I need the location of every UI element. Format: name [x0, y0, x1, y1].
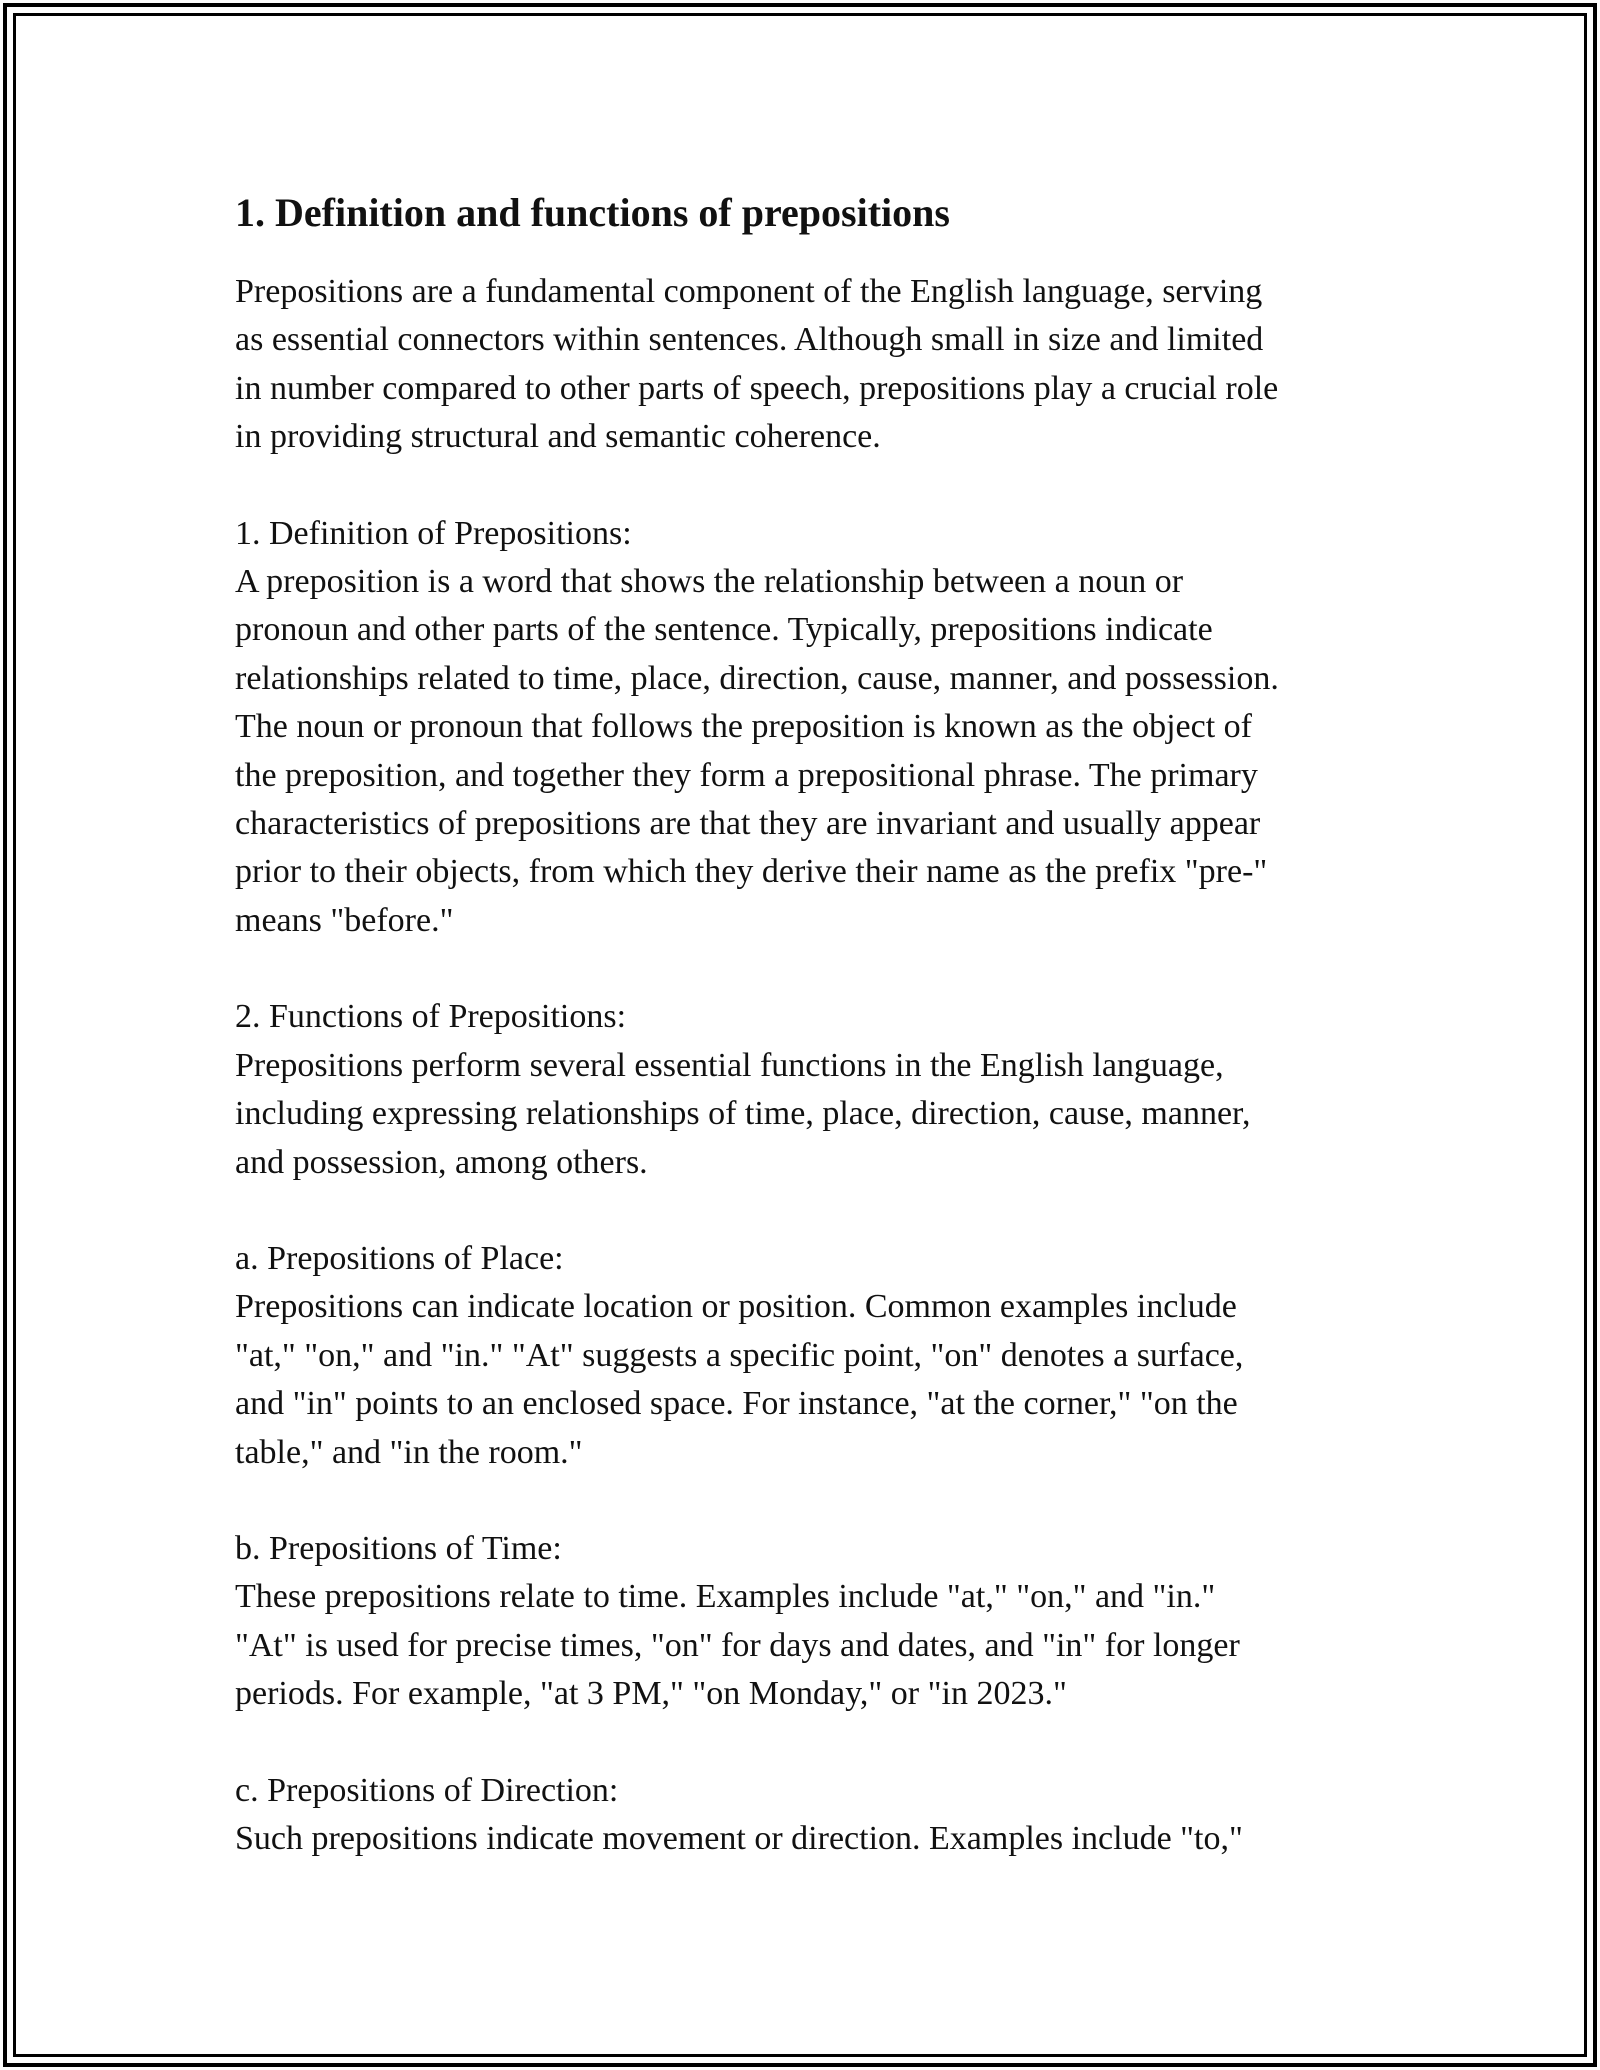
text-line: in providing structural and semantic coherence.: [235, 418, 881, 456]
text-line: The noun or pronoun that follows the preposition is known as the object of: [235, 708, 1252, 746]
document-title: 1. Definition and functions of prepositions: [235, 190, 950, 235]
paragraph-text: [235, 558, 1415, 945]
text-line: the preposition, and together they form a prepositional phrase. The primary: [235, 756, 1258, 794]
text-line: and possession, among others.: [235, 1143, 648, 1181]
text-line: Prepositions perform several essential functions in the English language,: [235, 1046, 1224, 1084]
section-heading: 1. Definition of Prepositions:: [235, 514, 632, 552]
text-line: "At" is used for precise times, "on" for days and dates, and "in" for longer: [235, 1626, 1240, 1664]
paragraph-text: [235, 1815, 1415, 1863]
section-heading: b. Prepositions of Time:: [235, 1529, 562, 1567]
text-line: A preposition is a word that shows the relationship between a noun or: [235, 563, 1184, 601]
text-line: characteristics of prepositions are that they are invariant and usually appear: [235, 805, 1261, 843]
section-heading: a. Prepositions of Place:: [235, 1239, 564, 1277]
paragraph-text: [235, 268, 1415, 462]
text-line: as essential connectors within sentences. Although small in size and limited: [235, 321, 1264, 359]
text-line: including expressing relationships of time, place, direction, cause, manner,: [235, 1095, 1251, 1133]
paragraph-text: [235, 1283, 1415, 1477]
section-place: [235, 1235, 1415, 1477]
text-line: table," and "in the room.": [235, 1433, 583, 1471]
section-functions: [235, 993, 1415, 1187]
text-line: means "before.": [235, 901, 454, 939]
section-heading: 2. Functions of Prepositions:: [235, 998, 627, 1036]
section-direction: [235, 1767, 1415, 1864]
text-line: Prepositions can indicate location or position. Common examples include: [235, 1288, 1237, 1326]
text-line: "at," "on," and "in." "At" suggests a specific point, "on" denotes a surface,: [235, 1336, 1244, 1374]
section-time: [235, 1525, 1415, 1719]
text-line: relationships related to time, place, direction, cause, manner, and possession.: [235, 659, 1279, 697]
text-line: These prepositions relate to time. Examples include "at," "on," and "in.": [235, 1578, 1216, 1616]
text-line: and "in" points to an enclosed space. For instance, "at the corner," "on the: [235, 1385, 1238, 1423]
section-heading: c. Prepositions of Direction:: [235, 1771, 619, 1809]
text-line: periods. For example, "at 3 PM," "on Monday," or "in 2023.": [235, 1675, 1067, 1713]
section-definition: [235, 510, 1415, 946]
intro-paragraph: [235, 268, 1415, 462]
text-line: pronoun and other parts of the sentence. Typically, prepositions indicate: [235, 611, 1213, 649]
paragraph-text: [235, 1573, 1415, 1718]
text-line: prior to their objects, from which they derive their name as the prefix "pre-": [235, 853, 1268, 891]
text-line: Such prepositions indicate movement or direction. Examples include "to,": [235, 1819, 1243, 1857]
text-line: Prepositions are a fundamental component of the English language, serving: [235, 273, 1263, 310]
document-body: [235, 184, 1415, 1911]
text-line: in number compared to other parts of speech, prepositions play a crucial role: [235, 369, 1279, 407]
paragraph-text: [235, 1042, 1415, 1187]
